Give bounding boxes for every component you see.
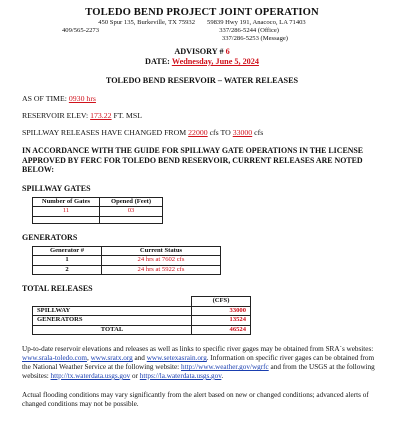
phone-row: [22, 27, 382, 35]
total-releases-table: [32, 296, 251, 335]
elevation-unit: FT. MSL: [113, 111, 142, 120]
disclaimer: Actual flooding conditions may vary significantly from the alert based on new or changed conditions; advanced alerts of changed conditions may not be possible.: [22, 390, 369, 408]
release-label: TOTAL: [33, 325, 192, 335]
cfs-header: (CFS): [192, 297, 251, 307]
table-row: [33, 265, 221, 275]
sratx-link[interactable]: www.sratx.org: [90, 354, 133, 363]
louisiana-address: 59839 Hwy 191, Anacoco, LA 71403: [207, 19, 306, 26]
release-value: 33000: [192, 306, 251, 316]
advisory-number: [22, 47, 382, 56]
spillway-from-unit: cfs TO: [209, 128, 231, 137]
table-row: [33, 325, 251, 335]
release-label: SPILLWAY: [33, 306, 192, 316]
table-header-row: [33, 197, 163, 207]
guide-paragraph: IN ACCORDANCE WITH THE GUIDE FOR SPILLWAY GATE OPERATIONS IN THE LICENSE APPROVED BY FERC FOR TOLEDO BEND RESERVOIR, CURRENT RELEASES ARE NOTED BELOW:: [22, 146, 364, 175]
advisory-number-value: 6: [225, 47, 230, 56]
info-paragraph: Up-to-date reservoir elevations and releases as well as links to specific river gages may be obtained from SRA´s websites: www.srala-toledo.com, www.sratx.org and www.setexasrain.org. Information on specific river gages can be obtained from the National Weather Service at the following website: http://www.weather.gov/wgrfc and from the USGS at the following websites: http://tx.waterdata.usgs.gov or https://la.waterdata.usgs.gov.: [22, 345, 375, 380]
advisory-label: ADVISORY #: [174, 47, 224, 56]
spillway-change-prefix: SPILLWAY RELEASES HAVE CHANGED FROM: [22, 128, 187, 137]
usgs-tx-link[interactable]: http://tx.waterdata.usgs.gov: [50, 372, 131, 380]
reservoir-elevation: [22, 111, 382, 120]
spillway-gates-table: [32, 197, 163, 224]
louisiana-office-phone: 337/286-5244 (Office): [219, 27, 279, 34]
release-label: GENERATORS: [33, 316, 192, 326]
usgs-la-link[interactable]: https://la.waterdata.usgs.gov: [139, 372, 222, 380]
address-row: [22, 19, 382, 27]
table-row: [33, 306, 251, 316]
spillway-change: [22, 128, 382, 137]
spillway-gates-title: SPILLWAY GATES: [22, 183, 91, 193]
louisiana-message-phone: 337/286-5253 (Message): [221, 35, 288, 42]
reservoir-title: TOLEDO BEND RESERVOIR – WATER RELEASES: [105, 76, 299, 85]
total-releases-title: TOTAL RELEASES: [22, 284, 93, 294]
generator-status: 24 hrs at 5922 cfs: [102, 265, 221, 275]
nws-link[interactable]: http://www.weather.gov/wgrfc: [180, 363, 269, 372]
date-label: DATE:: [145, 57, 170, 66]
table-row: [33, 256, 221, 266]
release-value: 46524: [192, 325, 251, 335]
gates-count-header: Number of Gates: [33, 197, 100, 207]
generator-number: 2: [33, 265, 102, 275]
as-of-value: 0930 hrs: [68, 94, 96, 103]
date-value: Wednesday, June 5, 2024: [171, 57, 259, 66]
spillway-to-unit: cfs: [254, 128, 264, 137]
elevation-label: RESERVOIR ELEV:: [22, 111, 89, 120]
gates-opened-value: 03: [100, 207, 163, 217]
generator-status-header: Current Status: [102, 246, 221, 256]
generator-status: 24 hrs at 7602 cfs: [102, 256, 221, 266]
as-of-label: AS OF TIME:: [22, 94, 67, 103]
srala-link[interactable]: www.srala-toledo.com: [22, 354, 87, 363]
release-value: 13524: [192, 316, 251, 326]
generators-table: [32, 246, 221, 276]
table-header-row: [33, 297, 251, 307]
elevation-value: 173.22: [90, 111, 112, 120]
gates-opened-header: Opened (Feet): [100, 197, 163, 207]
texas-address: 450 Spur 135, Burkeville, TX 75932: [98, 19, 196, 26]
gates-count-value: 11: [33, 207, 100, 217]
as-of-time: [22, 94, 382, 103]
texas-phone: 409/565-2273: [62, 27, 99, 34]
advisory-date: [22, 57, 382, 66]
generators-title: GENERATORS: [22, 232, 78, 242]
table-row: [33, 207, 163, 217]
table-row: [33, 316, 251, 326]
generator-number: 1: [33, 256, 102, 266]
table-header-row: [33, 246, 221, 256]
spillway-from-value: 22000: [188, 128, 208, 137]
spillway-to-value: 33000: [232, 128, 253, 137]
setexasrain-link[interactable]: www.setexasrain.org: [146, 354, 207, 363]
generator-number-header: Generator #: [33, 246, 102, 256]
table-row: [33, 216, 163, 223]
document-title: TOLEDO BEND PROJECT JOINT OPERATION: [85, 7, 319, 18]
